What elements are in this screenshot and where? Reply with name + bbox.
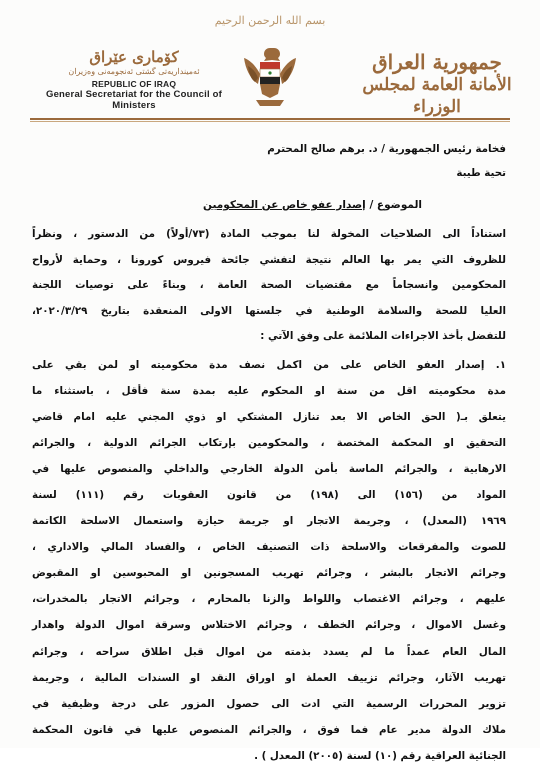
letter-body [32,142,506,769]
intro-line: العليا للصحة والسلامة الوطنية في جلستها الاولى المنعقدة بتاريخ ٢٠٢٠/٣/٢٩، [32,299,506,325]
header-secretariat-en: General Secretariat for the Council of Ministers [34,89,234,111]
item-1-line: مدة محكوميته اقل من سنة او المحكوم عليه بمدة سنة فأقل ، باستثناء ما [32,378,506,404]
header-republic-ar: جمهورية العراق [352,50,522,74]
item-1-line: يتعلق بـ( الحق الخاص الا بعد تنازل المشتكي او ذوي المجني عليه امام قاضي [32,404,506,430]
header-republic-ku: كۆماری عێراق [34,48,234,66]
item-1-line: للصوت والمفرقعات والاسلحة ذات التصنيف الخاص ، والفساد المالي والاداري ، [32,534,506,560]
item-1-line: التحقيق او المحكمة المختصة ، والمحكومين بإرتكاب الجرائم الدولية ، والجرائم [32,430,506,456]
intro-line: استناداً الى الصلاحيات المخولة لنا بموجب المادة (٧٣/أولاً) من الدستور ، ونظراً [32,222,506,248]
intro-line: للتفضل بأخذ الاجراءات الملائمة على وفق الآتي : [32,324,506,350]
intro-line: المحكومين وانسجاماً مع مقتضيات الصحة العامة ، وبناءً على توصيات اللجنة [32,273,506,299]
item-1-line: ١. إصدار العفو الخاص على من اكمل نصف مدة محكوميته او لمن بقي على [32,352,506,378]
intro-paragraph [32,222,506,350]
item-1-line: ملاك الدولة مدير عام فما فوق ، والجرائم المنصوص عليها في قانون المحكمة [32,717,506,743]
item-1-line: وجرائم الاتجار بالبشر ، وجرائم تهريب المسجونين او المحبوسين او المقبوض [32,560,506,586]
header-divider-thin [30,121,510,122]
header-secretariat-ar: الأمانة العامة لمجلس الوزراء [352,74,522,118]
item-1-line: الارهابية ، والجرائم الماسة بأمن الدولة الخارجي والداخلي والمنصوص عليها في [32,456,506,482]
iraq-eagle-emblem-icon [238,44,302,110]
subject-label: الموضوع / [369,199,422,211]
basmala: بسم الله الرحمن الرحيم [0,14,540,27]
subject-line [32,198,506,213]
greeting: تحية طيبة [32,166,506,181]
item-1-line: الجنائية العراقية رقم (١٠) لسنة (٢٠٠٥) المعدل ) . [32,743,506,769]
item-1-line: المال العام عمداً ما لم يسدد بذمته من اموال قبل اطلاق سراحه ، وجرائم [32,639,506,665]
item-1-line: عليهم ، وجرائم الاغتصاب واللواط والزنا بالمحارم ، وجرائم الاتجار بالمخدرات، [32,586,506,612]
item-1-line: تزوير المحررات الرسمية التي ادت الى حصول المزور على درجة وظيفية في [32,691,506,717]
subject-text: إصدار عفو خاص عن المحكومين [203,199,366,211]
intro-line: للظروف التي يمر بها العالم نتيجة لتفشي جائحة فيروس كورونا ، وحماية لأرواح [32,248,506,274]
item-1-line: وغسل الاموال ، وجرائم الخطف ، وجرائم الاختلاس وسرقة اموال الدولة واهدار [32,612,506,638]
header-republic-en: REPUBLIC OF IRAQ [34,79,234,89]
item-1-line: المواد من (١٥٦) الى (١٩٨) من قانون العقوبات رقم (١١١) لسنة [32,482,506,508]
header-divider [30,118,510,120]
item-1-line: ١٩٦٩ (المعدل) ، وجريمة الاتجار او جريمة حيازة واستعمال الاسلحة الكاتمة [32,508,506,534]
header-bilingual-block [34,48,234,111]
item-1-paragraph [32,352,506,769]
header-secretariat-ku: ئه‌مینداریه‌تی گشتی ئه‌نجومه‌نی وه‌زیران [34,66,234,77]
item-1-line: تهريب الآثار، وجرائم تزييف العملة او اوراق النقد او السندات المالية ، وجريمة [32,665,506,691]
header-arabic-title [352,50,522,118]
recipient-address: فخامة رئيس الجمهورية / د. برهم صالح المحترم [32,142,506,157]
